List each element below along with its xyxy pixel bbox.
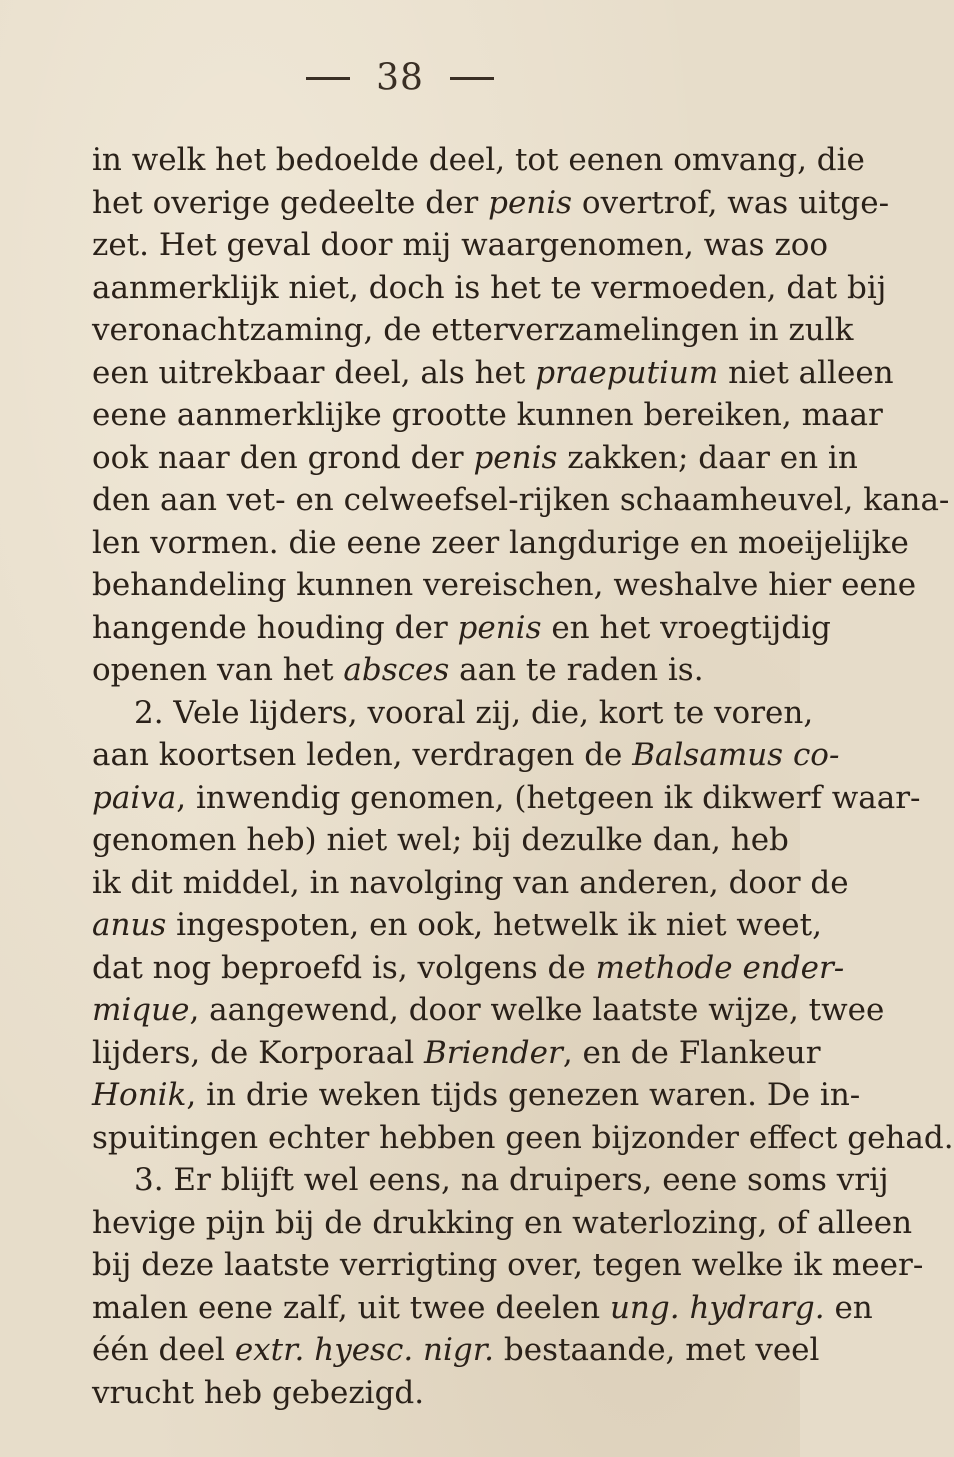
text-line: het overige gedeelte der penis overtrof, was uitge- xyxy=(92,184,890,221)
text-line: genomen heb) niet wel; bij dezulke dan, heb xyxy=(92,822,789,858)
text-line: den aan vet- en celweefsel-rijken schaamheuvel, kana- xyxy=(92,482,950,518)
text-line: één deel extr. hyesc. nigr. bestaande, met veel xyxy=(92,1332,820,1368)
text-line: len vormen. die eene zeer langdurige en moeijelijke xyxy=(92,524,909,561)
text-line: spuitingen echter hebben geen bijzonder effect gehad. xyxy=(92,1119,954,1156)
text-line: paiva, inwendig genomen, (hetgeen ik dikwerf waar- xyxy=(92,779,921,816)
text-line: Honik, in drie weken tijds genezen waren. De in- xyxy=(92,1077,861,1113)
text-line: vrucht heb gebezigd. xyxy=(92,1374,425,1411)
header-dash-right xyxy=(450,77,494,80)
text-line: veronachtzaming, de etterverzamelingen in zulk xyxy=(92,312,854,348)
text-line: openen van het absces aan te raden is. xyxy=(92,652,704,688)
text-line: lijders, de Korporaal Briender, en de Flankeur xyxy=(92,1034,821,1071)
text-line: eene aanmerklijke grootte kunnen bereiken, maar xyxy=(92,397,883,433)
text-line: een uitrekbaar deel, als het praeputium niet alleen xyxy=(92,354,894,391)
text-line: hangende houding der penis en het vroegtijdig xyxy=(92,609,831,646)
text-line: 3. Er blijft wel eens, na druipers, eene soms vrij xyxy=(134,1162,889,1198)
text-line: hevige pijn bij de drukking en waterlozing, of alleen xyxy=(92,1204,913,1241)
text-line: aanmerklijk niet, doch is het te vermoeden, dat bij xyxy=(92,269,887,306)
text-line: malen eene zalf, uit twee deelen ung. hydrarg. en xyxy=(92,1289,873,1326)
text-line: anus ingespoten, en ook, hetwelk ik niet weet, xyxy=(92,907,822,943)
text-line: dat nog beproefd is, volgens de methode ender- xyxy=(92,949,845,986)
page-number: 38 xyxy=(376,57,424,99)
text-line: in welk het bedoelde deel, tot eenen omvang, die xyxy=(92,142,865,178)
text-line: ook naar den grond der penis zakken; daar en in xyxy=(92,439,858,476)
header-dash-left xyxy=(306,77,350,80)
text-line: zet. Het geval door mij waargenomen, was zoo xyxy=(92,227,829,263)
text-line: ik dit middel, in navolging van anderen, door de xyxy=(92,864,849,901)
text-line: 2. Vele lijders, vooral zij, die, kort te voren, xyxy=(134,694,814,731)
text-line: behandeling kunnen vereischen, weshalve hier eene xyxy=(92,567,917,603)
page-header xyxy=(0,56,800,99)
text-line: aan koortsen leden, verdragen de Balsamus co- xyxy=(92,737,840,773)
text-line: bij deze laatste verrigting over, tegen welke ik meer- xyxy=(92,1247,924,1283)
text-line: mique, aangewend, door welke laatste wijze, twee xyxy=(92,992,885,1028)
